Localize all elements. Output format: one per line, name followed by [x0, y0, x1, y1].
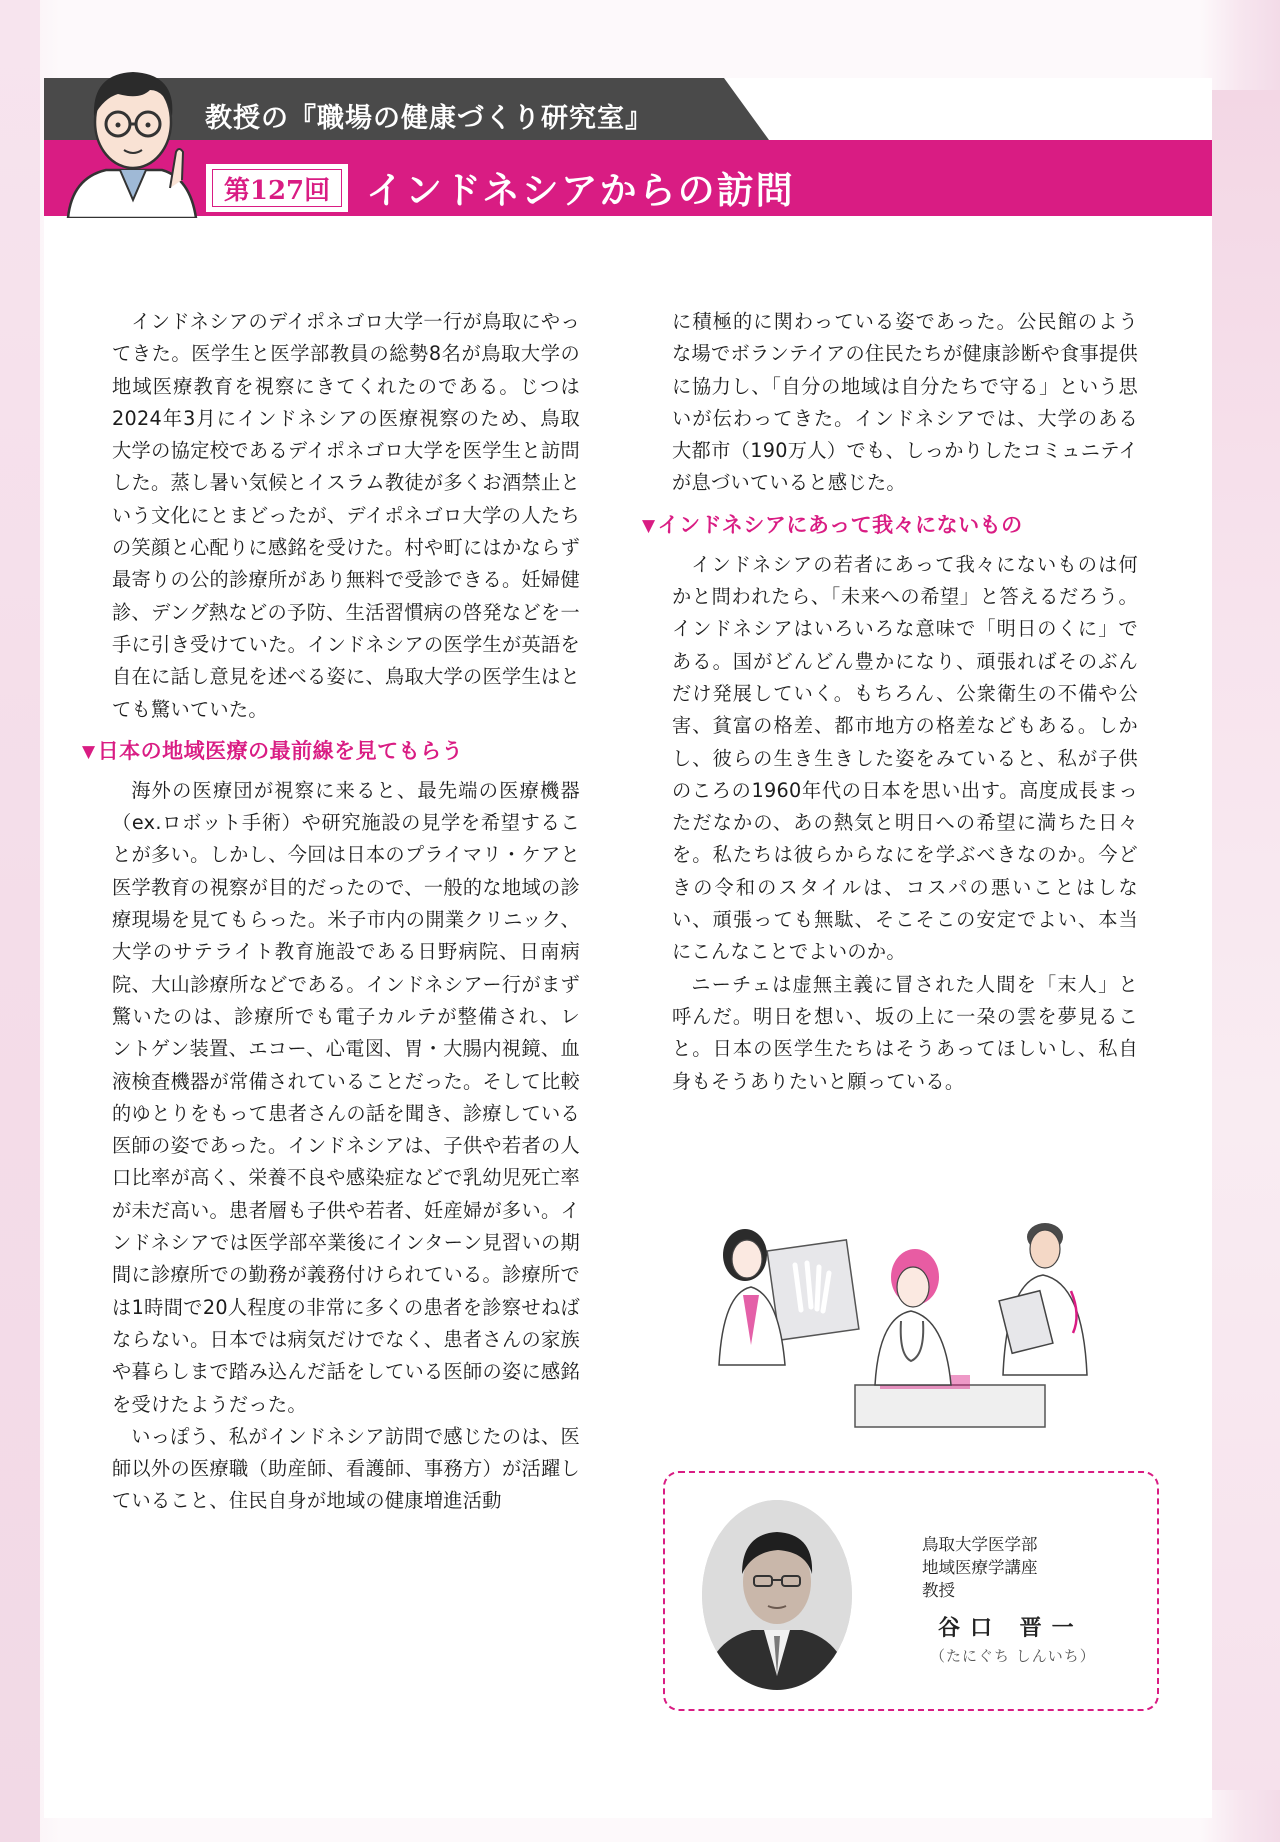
triangle-bullet-icon: ▼	[642, 515, 656, 536]
section-heading	[642, 508, 1138, 543]
right-column	[642, 306, 1138, 1098]
paragraph: に積極的に関わっている姿であった。公民館のような場でボランテイアの住民たちが健康診断や食事提供に協力し、「自分の地域は自分たちで守る」という思いが伝わってきた。インドネシアでは、大学のある大都市（190万人）でも、しっかりしたコミュニテイが息づいていると感じた。	[672, 310, 1138, 495]
professor-mascot-illustration	[58, 60, 208, 218]
section-heading	[82, 734, 580, 769]
episode-label: 第127回	[212, 169, 342, 207]
page-edge-right	[1210, 90, 1280, 1790]
page-edge-left	[0, 0, 40, 1842]
paragraph: 海外の医療団が視察に来ると、最先端の医療機器（ex.ロボット手術）や研究施設の見学を希望することが多い。しかし、今回は日本のプライマリ・ケアと医学教育の視察が目的だったので、一般的な地域の診療現場を見てもらった。米子市内の開業クリニック、大学のサテライト教育施設である日野病院、日南病院、大山診療所などである。インドネシアー行がまず驚いたのは、診療所でも電子カルテが整備され、レントゲン装置、エコー、心電図、胃・大腸内視鏡、血液検査機器が常備されていることだった。そして比較的ゆとりをもって患者さんの話を聞き、診療している医師の姿であった。インドネシアは、子供や若者の人口比率が高く、栄養不良や感染症などで乳幼児死亡率が未だ高い。患者層も子供や若者、妊産婦が多い。インドネシアでは医学部卒業後にインターン見習いの期間に診療所での勤務が義務付けられている。診療所では1時間で20人程度の非常に多くの患者を診察せねばならない。日本では病気だけでなく、患者さんの家族や暮らしまで踏み込んだ話をしている医師の姿に感銘を受けたようだった。	[112, 778, 580, 1416]
affiliation-university: 鳥取大学医学部	[922, 1535, 1038, 1554]
section-heading-text: インドネシアにあって我々にないもの	[657, 512, 1023, 537]
left-column	[82, 306, 580, 1518]
medical-staff-illustration	[705, 1215, 1125, 1445]
episode-badge	[206, 164, 348, 212]
triangle-bullet-icon: ▼	[82, 741, 96, 762]
paragraph: いっぽう、私がインドネシア訪問で感じたのは、医師以外の医療職（助産師、看護師、事務方）が活躍していること、住民自身が地域の健康増進活動	[112, 1424, 580, 1513]
section-heading-text: 日本の地域医療の最前線を見てもらう	[97, 738, 464, 763]
author-affiliation	[922, 1533, 1038, 1602]
author-photo	[702, 1500, 852, 1690]
author-portrait	[702, 1500, 852, 1690]
author-name: 谷口 晋一	[938, 1616, 1084, 1641]
paragraph: ニーチェは虚無主義に冒された人間を「末人」と呼んだ。明日を想い、坂の上に一朶の雲を夢見ること。日本の医学生たちはそうあってほしいし、私自身もそうありたいと願っている。	[672, 972, 1138, 1093]
author-position: 教授	[922, 1581, 955, 1600]
series-title: 教授の『職場の健康づくり研究室』	[205, 103, 653, 134]
affiliation-department: 地域医療学講座	[922, 1558, 1038, 1577]
paragraph: インドネシアのデイポネゴロ大学一行が鳥取にやってきた。医学生と医学部教員の総勢8名が鳥取大学の地域医療教育を視察にきてくれたのである。じつは2024年3月にインドネシアの医療視察のため、鳥取大学の協定校であるデイポネゴロ大学を医学生と訪問した。蒸し暑い気候とイスラム教徒が多くお酒禁止という文化にとまどったが、デイポネゴロ大学の人たちの笑顔と心配りに感銘を受けた。村や町にはかならず最寄りの公的診療所があり無料で受診できる。妊婦健診、デング熱などの予防、生活習慣病の啓発などを一手に引き受けていた。インドネシアの医学生が英語を自在に話し意見を述べる姿に、鳥取大学の医学生はとても驚いていた。	[112, 310, 580, 721]
article-title: インドネシアからの訪問	[366, 168, 795, 212]
author-name-kana: （たにぐち しんいち）	[930, 1647, 1096, 1665]
paragraph: インドネシアの若者にあって我々にないものは何かと問われたら、「未来への希望」と答えるだろう。インドネシアはいろいろな意味で「明日のくに」である。国がどんどん豊かになり、頑張ればそのぶんだけ発展していく。もちろん、公衆衛生の不備や公害、貧富の格差、都市地方の格差などもある。しかし、彼らの生き生きした姿をみていると、私が子供のころの1960年代の日本を思い出す。高度成長まっただなかの、あの熱気と明日への希望に満ちた日々を。私たちは彼らからなにを学ぶべきなのか。今どきの令和のスタイルは、コスパの悪いことはしない、頑張っても無駄、そこそこの安定でよい、本当にこんなことでよいのか。	[672, 552, 1138, 964]
